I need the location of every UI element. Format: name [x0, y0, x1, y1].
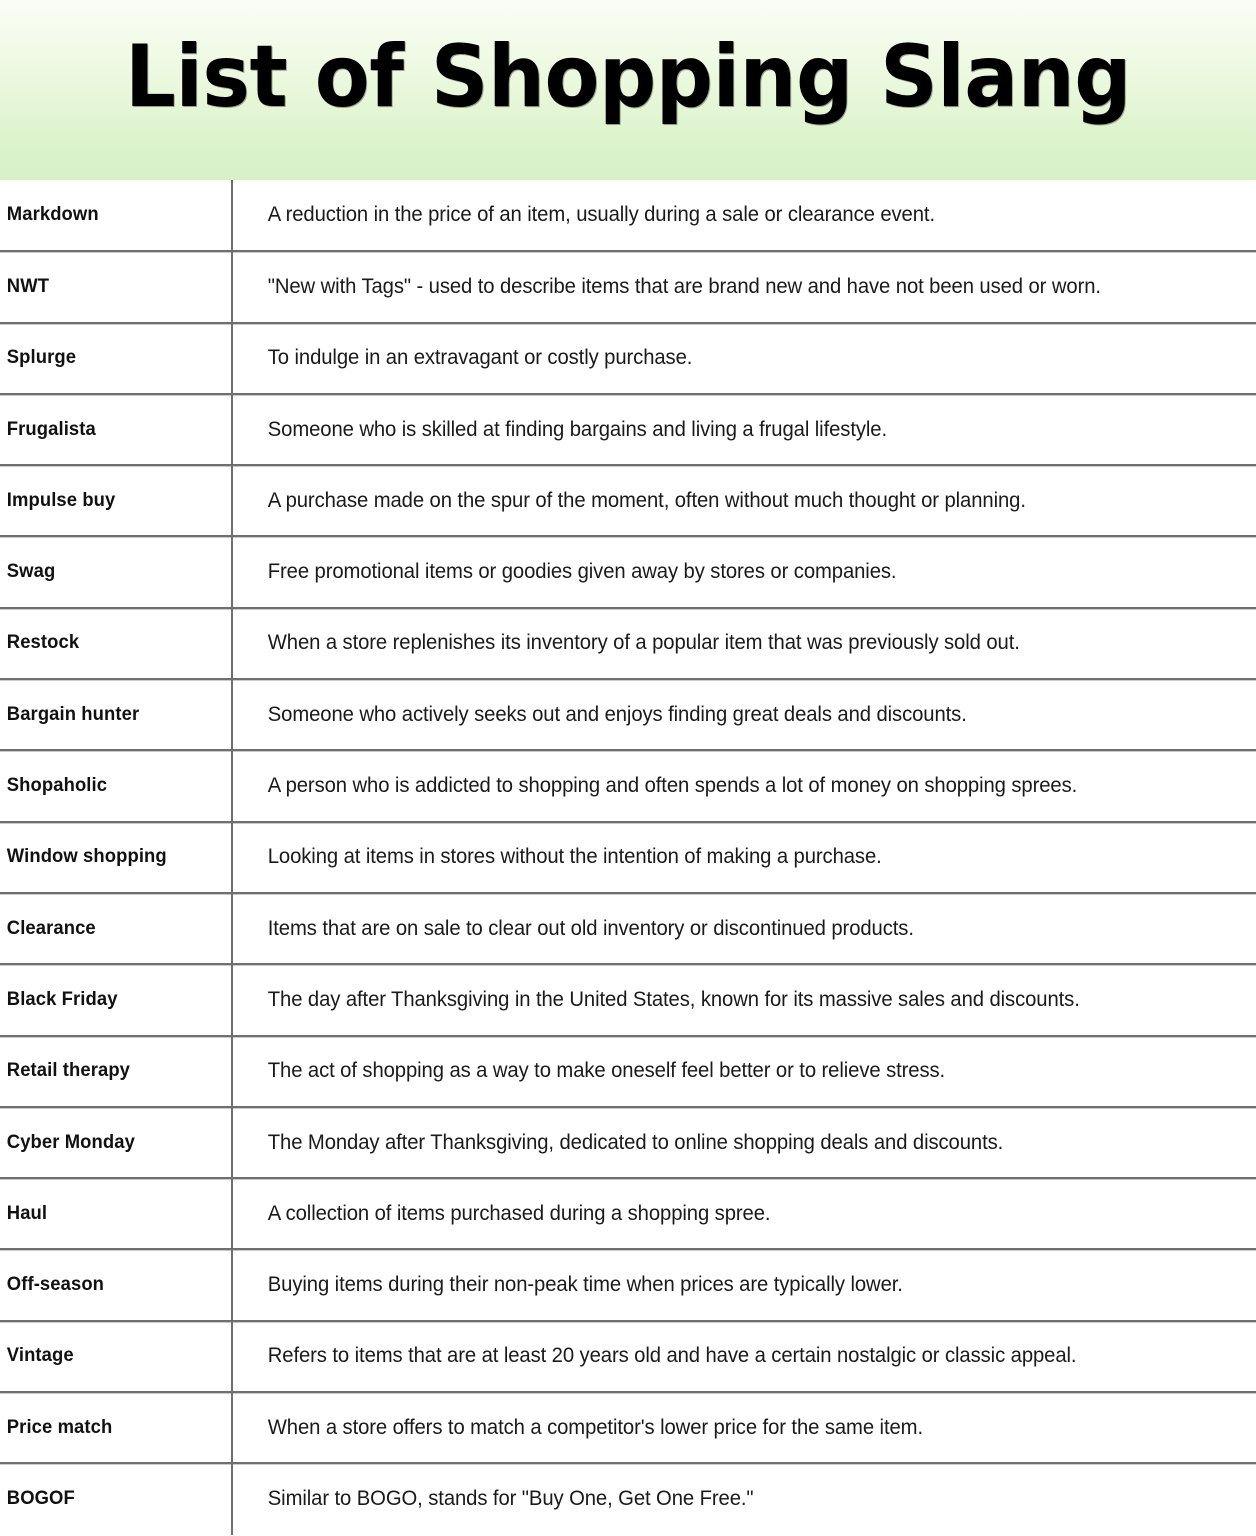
description-label: When a store offers to match a competitor's lower price for the same item.	[267, 1415, 923, 1439]
table-row	[0, 1249, 1256, 1320]
table-row	[0, 964, 1256, 1035]
term-label: Swag	[6, 561, 56, 583]
term-label: Price match	[6, 1416, 113, 1438]
table-row	[0, 465, 1256, 536]
term-cell	[0, 964, 232, 1035]
term-cell	[0, 679, 232, 750]
term-label: Frugalista	[6, 418, 96, 440]
page-header-banner	[0, 0, 1256, 180]
description-label: A reduction in the price of an item, usually during a sale or clearance event.	[267, 203, 935, 227]
description-label: "New with Tags" - used to describe items that are brand new and have not been used or worn.	[267, 274, 1101, 298]
term-cell	[0, 1249, 232, 1320]
term-label: Vintage	[6, 1345, 74, 1367]
description-cell	[232, 1463, 1256, 1534]
description-label: Free promotional items or goodies given away by stores or companies.	[267, 560, 897, 584]
term-label: NWT	[6, 275, 50, 297]
description-cell	[232, 679, 1256, 750]
term-cell	[0, 822, 232, 893]
description-label: When a store replenishes its inventory of a popular item that was previously sold out.	[267, 631, 1020, 655]
term-label: Haul	[6, 1202, 48, 1224]
description-cell	[232, 1178, 1256, 1249]
table-row	[0, 1178, 1256, 1249]
table-row	[0, 822, 1256, 893]
table-row	[0, 394, 1256, 465]
table-row	[0, 251, 1256, 322]
description-cell	[232, 180, 1256, 251]
description-cell	[232, 323, 1256, 394]
description-label: Items that are on sale to clear out old inventory or discontinued products.	[267, 916, 914, 940]
term-label: Retail therapy	[6, 1060, 131, 1082]
table-row	[0, 323, 1256, 394]
description-cell	[232, 251, 1256, 322]
term-label: BOGOF	[6, 1488, 75, 1510]
table-row	[0, 1463, 1256, 1534]
description-cell	[232, 893, 1256, 964]
description-cell	[232, 608, 1256, 679]
description-cell	[232, 964, 1256, 1035]
term-label: Impulse buy	[6, 489, 116, 511]
term-label: Window shopping	[6, 846, 167, 868]
term-cell	[0, 465, 232, 536]
table-row	[0, 1392, 1256, 1463]
term-label: Shopaholic	[6, 775, 108, 797]
term-cell	[0, 750, 232, 821]
term-label: Splurge	[6, 347, 77, 369]
table-row	[0, 1036, 1256, 1107]
term-cell	[0, 1178, 232, 1249]
term-cell	[0, 1392, 232, 1463]
table-row	[0, 893, 1256, 964]
table-row	[0, 180, 1256, 251]
shopping-slang-table	[0, 180, 1256, 1535]
term-cell	[0, 1107, 232, 1178]
page-title: List of Shopping Slang	[124, 27, 1132, 127]
description-label: A purchase made on the spur of the moment, often without much thought or planning.	[267, 488, 1026, 512]
description-cell	[232, 465, 1256, 536]
description-label: The day after Thanksgiving in the United States, known for its massive sales and discounts.	[267, 987, 1080, 1011]
term-cell	[0, 1463, 232, 1534]
table-row	[0, 536, 1256, 607]
description-cell	[232, 750, 1256, 821]
description-label: A person who is addicted to shopping and often spends a lot of money on shopping sprees.	[267, 774, 1078, 798]
term-cell	[0, 1036, 232, 1107]
term-label: Clearance	[6, 917, 96, 939]
description-cell	[232, 536, 1256, 607]
description-label: The act of shopping as a way to make oneself feel better or to relieve stress.	[267, 1059, 946, 1083]
term-label: Off-season	[6, 1274, 105, 1296]
description-label: The Monday after Thanksgiving, dedicated to online shopping deals and discounts.	[267, 1130, 1004, 1154]
description-label: To indulge in an extravagant or costly purchase.	[267, 346, 693, 370]
term-label: Cyber Monday	[6, 1131, 135, 1153]
description-cell	[232, 394, 1256, 465]
description-label: A collection of items purchased during a shopping spree.	[267, 1201, 771, 1225]
term-label: Markdown	[6, 204, 99, 226]
table-row	[0, 750, 1256, 821]
description-cell	[232, 1036, 1256, 1107]
table-row	[0, 1107, 1256, 1178]
term-cell	[0, 180, 232, 251]
description-cell	[232, 1321, 1256, 1392]
term-label: Black Friday	[6, 988, 118, 1010]
term-cell	[0, 608, 232, 679]
description-label: Similar to BOGO, stands for "Buy One, Get One Free."	[267, 1487, 754, 1511]
table-row	[0, 1321, 1256, 1392]
table-row	[0, 608, 1256, 679]
description-label: Buying items during their non-peak time when prices are typically lower.	[267, 1273, 903, 1297]
description-label: Looking at items in stores without the intention of making a purchase.	[267, 845, 882, 869]
term-cell	[0, 323, 232, 394]
description-cell	[232, 1107, 1256, 1178]
description-label: Refers to items that are at least 20 years old and have a certain nostalgic or classic appeal.	[267, 1344, 1077, 1368]
description-cell	[232, 1249, 1256, 1320]
term-label: Restock	[6, 632, 80, 654]
table-row	[0, 679, 1256, 750]
term-cell	[0, 1321, 232, 1392]
description-cell	[232, 1392, 1256, 1463]
shopping-slang-table-body	[0, 180, 1256, 1535]
term-cell	[0, 536, 232, 607]
description-label: Someone who actively seeks out and enjoys finding great deals and discounts.	[267, 702, 967, 726]
term-label: Bargain hunter	[6, 703, 140, 725]
term-cell	[0, 251, 232, 322]
term-cell	[0, 893, 232, 964]
term-cell	[0, 394, 232, 465]
description-label: Someone who is skilled at finding bargains and living a frugal lifestyle.	[267, 417, 888, 441]
description-cell	[232, 822, 1256, 893]
